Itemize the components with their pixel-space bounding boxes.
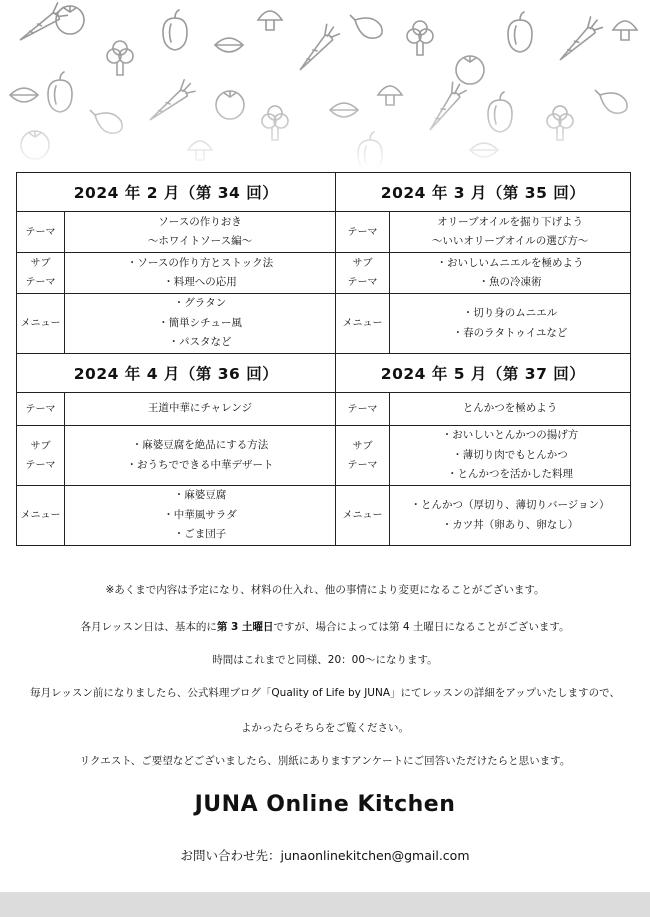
row-label: テーマ (17, 393, 65, 426)
contact-text: お問い合わせ先：junaonlinekitchen@gmail.com (180, 848, 470, 863)
menu-cell: ・麻婆豆腐 ・中華風サラダ ・ごま団子 (65, 486, 336, 546)
table-row (17, 212, 631, 253)
disclaimer-text: ※あくまで内容は予定になり、材料の仕入れ、他の事情により変更になることがございます。 (105, 584, 545, 596)
subtheme-cell: ・ソースの作り方とストック法 ・料理への応用 (65, 253, 336, 294)
vegetable-pattern-header (0, 0, 650, 170)
row-label: テーマ (336, 212, 390, 253)
lesson-day-highlight: 第 3 土曜日 (216, 621, 274, 633)
row-label: メニュー (336, 486, 390, 546)
theme-cell: オリーブオイルを掘り下げよう ～いいオリーブオイルの選び方～ (390, 212, 631, 253)
month-title-row (17, 173, 631, 212)
menu-cell: ・切り身のムニエル ・春のラタトゥイユなど (390, 294, 631, 354)
month-title: 2024 年 5 月（第 37 回） (336, 354, 631, 393)
table-row (17, 393, 631, 426)
month-title: 2024 年 2 月（第 34 回） (17, 173, 336, 212)
table-row (17, 426, 631, 486)
subtheme-cell: ・麻婆豆腐を絶品にする方法 ・おうちでできる中華デザート (65, 426, 336, 486)
month-title: 2024 年 3 月（第 35 回） (336, 173, 631, 212)
row-label: テーマ (17, 212, 65, 253)
brand-title: JUNA Online Kitchen (194, 792, 456, 817)
month-title: 2024 年 4 月（第 36 回） (17, 354, 336, 393)
menu-cell: ・とんかつ（厚切り、薄切りバージョン） ・カツ丼（卵あり、卵なし） (390, 486, 631, 546)
request-text: リクエスト、ご要望などございましたら、別紙にありますアンケートにご回答いただけたらと思います。 (79, 755, 571, 767)
blog-text-cont: よかったらそちらをご覧ください。 (241, 722, 409, 734)
row-label: メニュー (17, 486, 65, 546)
month-title-row (17, 354, 631, 393)
theme-cell: とんかつを極めよう (390, 393, 631, 426)
row-label: メニュー (336, 294, 390, 354)
row-label: テーマ (336, 393, 390, 426)
row-label: メニュー (17, 294, 65, 354)
row-label: サブ テーマ (17, 426, 65, 486)
row-label: サブ テーマ (336, 426, 390, 486)
menu-cell: ・グラタン ・簡単シチュー風 ・パスタなど (65, 294, 336, 354)
row-label: サブ テーマ (336, 253, 390, 294)
subtheme-cell: ・おいしいムニエルを極めよう ・魚の冷凍術 (390, 253, 631, 294)
table-row (17, 486, 631, 546)
table-row (17, 294, 631, 354)
theme-cell: ソースの作りおき ～ホワイトソース編～ (65, 212, 336, 253)
footer-bar (0, 892, 650, 917)
time-text: 時間はこれまでと同様、20：00～になります。 (212, 654, 438, 666)
table-row (17, 253, 631, 294)
row-label: サブ テーマ (17, 253, 65, 294)
theme-cell: 王道中華にチャレンジ (65, 393, 336, 426)
subtheme-cell: ・おいしいとんかつの揚げ方 ・薄切り肉でもとんかつ ・とんかつを活かした料理 (390, 426, 631, 486)
lesson-day-text: 各月レッスン日は、基本的に第 3 土曜日ですが、場合によっては第 4 土曜日になることがございます。 (80, 621, 570, 633)
blog-text: 毎月レッスン前になりましたら、公式料理ブログ「Quality of Life by JUNA」にてレッスンの詳細をアップいたしますので、 (30, 687, 620, 699)
lesson-schedule-table (16, 172, 631, 546)
